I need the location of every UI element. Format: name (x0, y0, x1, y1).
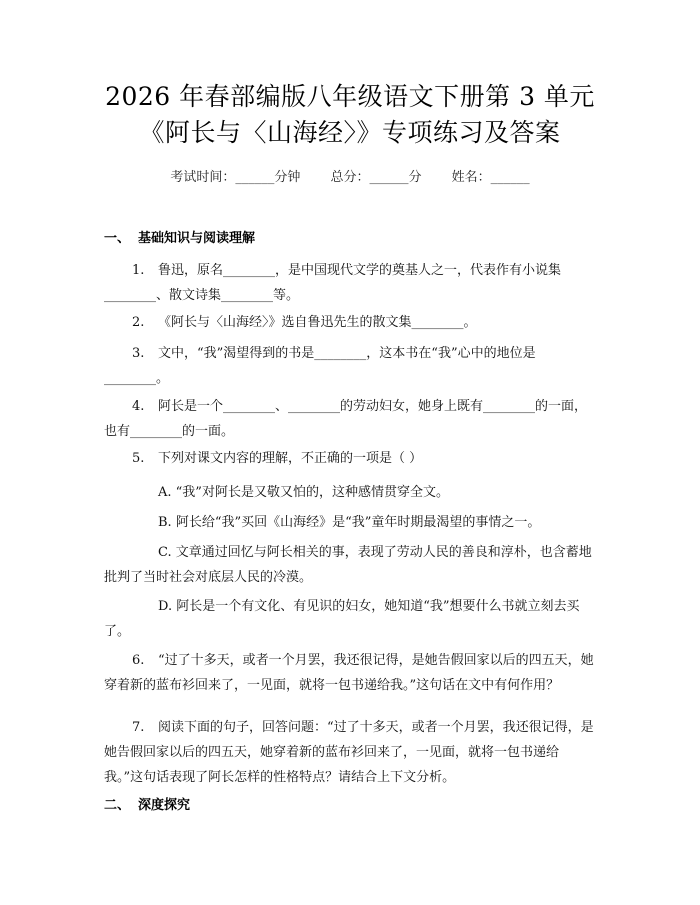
option-c (104, 540, 594, 590)
question-number: 4. (132, 399, 145, 414)
question-3 (104, 341, 594, 391)
question-number: 5. (132, 451, 145, 466)
question-number: 7. (132, 720, 145, 735)
option-b (104, 510, 594, 535)
option-text: B. 阿长给“我”买回《山海经》是“我”童年时期最渴望的事情之一。 (158, 515, 541, 530)
exam-info-row (0, 168, 700, 188)
question-text: 阿长是一个________、________的劳动妇女，她身上既有________的一面，也有________的一面。 (104, 399, 588, 439)
total-score-field: 总分：______分 (330, 170, 422, 185)
question-number: 1. (132, 263, 145, 278)
section-heading-2 (104, 796, 190, 816)
section-title: 深度探究 (138, 798, 191, 813)
question-5 (104, 446, 594, 471)
section-title: 基础知识与阅读理解 (138, 231, 256, 246)
question-number: 2. (132, 315, 145, 330)
section-heading-1 (104, 229, 255, 249)
question-number: 3. (132, 346, 145, 361)
question-6 (104, 648, 594, 698)
option-text: C. 文章通过回忆与阿长相关的事，表现了劳动人民的善良和淳朴，也含蓄地批判了当时社会对底层人民的冷漠。 (104, 545, 592, 585)
student-name-field: 姓名：______ (451, 170, 530, 185)
option-a (104, 480, 594, 505)
question-4 (104, 394, 594, 444)
question-text: 《阿长与〈山海经〉》选自鲁迅先生的散文集________。 (158, 315, 477, 330)
question-1 (104, 258, 594, 308)
question-number: 6. (132, 653, 145, 668)
section-number: 一、 (104, 231, 131, 246)
question-2 (104, 310, 594, 335)
question-text: 鲁迅，原名________，是中国现代文学的奠基人之一，代表作有小说集________、散文诗集________等。 (104, 263, 562, 303)
option-text: A. “我”对阿长是又敬又怕的，这种感情贯穿全文。 (158, 485, 449, 500)
question-text: 阅读下面的句子，回答问题：“过了十多天，或者一个月罢，我还很记得，是她告假回家以后的四五天，她穿着新的蓝布衫回来了，一见面，就将一包书递给我。”这句话表现了阿长怎样的性格特点？请结合上下文分析。 (104, 720, 594, 785)
question-text: “过了十多天，或者一个月罢，我还很记得，是她告假回家以后的四五天，她穿着新的蓝布衫回来了，一见面，就将一包书递给我。”这句话在文中有何作用？ (104, 653, 594, 693)
question-text: 下列对课文内容的理解，不正确的一项是（ ） (158, 451, 423, 466)
document-title-line2: 《阿长与〈山海经〉》专项练习及答案 (139, 118, 561, 147)
question-text: 文中，“我”渴望得到的书是________，这本书在“我”心中的地位是________。 (104, 346, 536, 386)
question-7 (104, 715, 594, 790)
section-number: 二、 (104, 798, 131, 813)
option-d (104, 594, 594, 644)
exam-time-field: 考试时间：______分钟 (170, 170, 301, 185)
option-text: D. 阿长是一个有文化、有见识的妇女，她知道“我”想要什么书就立刻去买了。 (104, 599, 580, 639)
document-title-line1: 2026 年春部编版八年级语文下册第 3 单元 (105, 82, 595, 111)
